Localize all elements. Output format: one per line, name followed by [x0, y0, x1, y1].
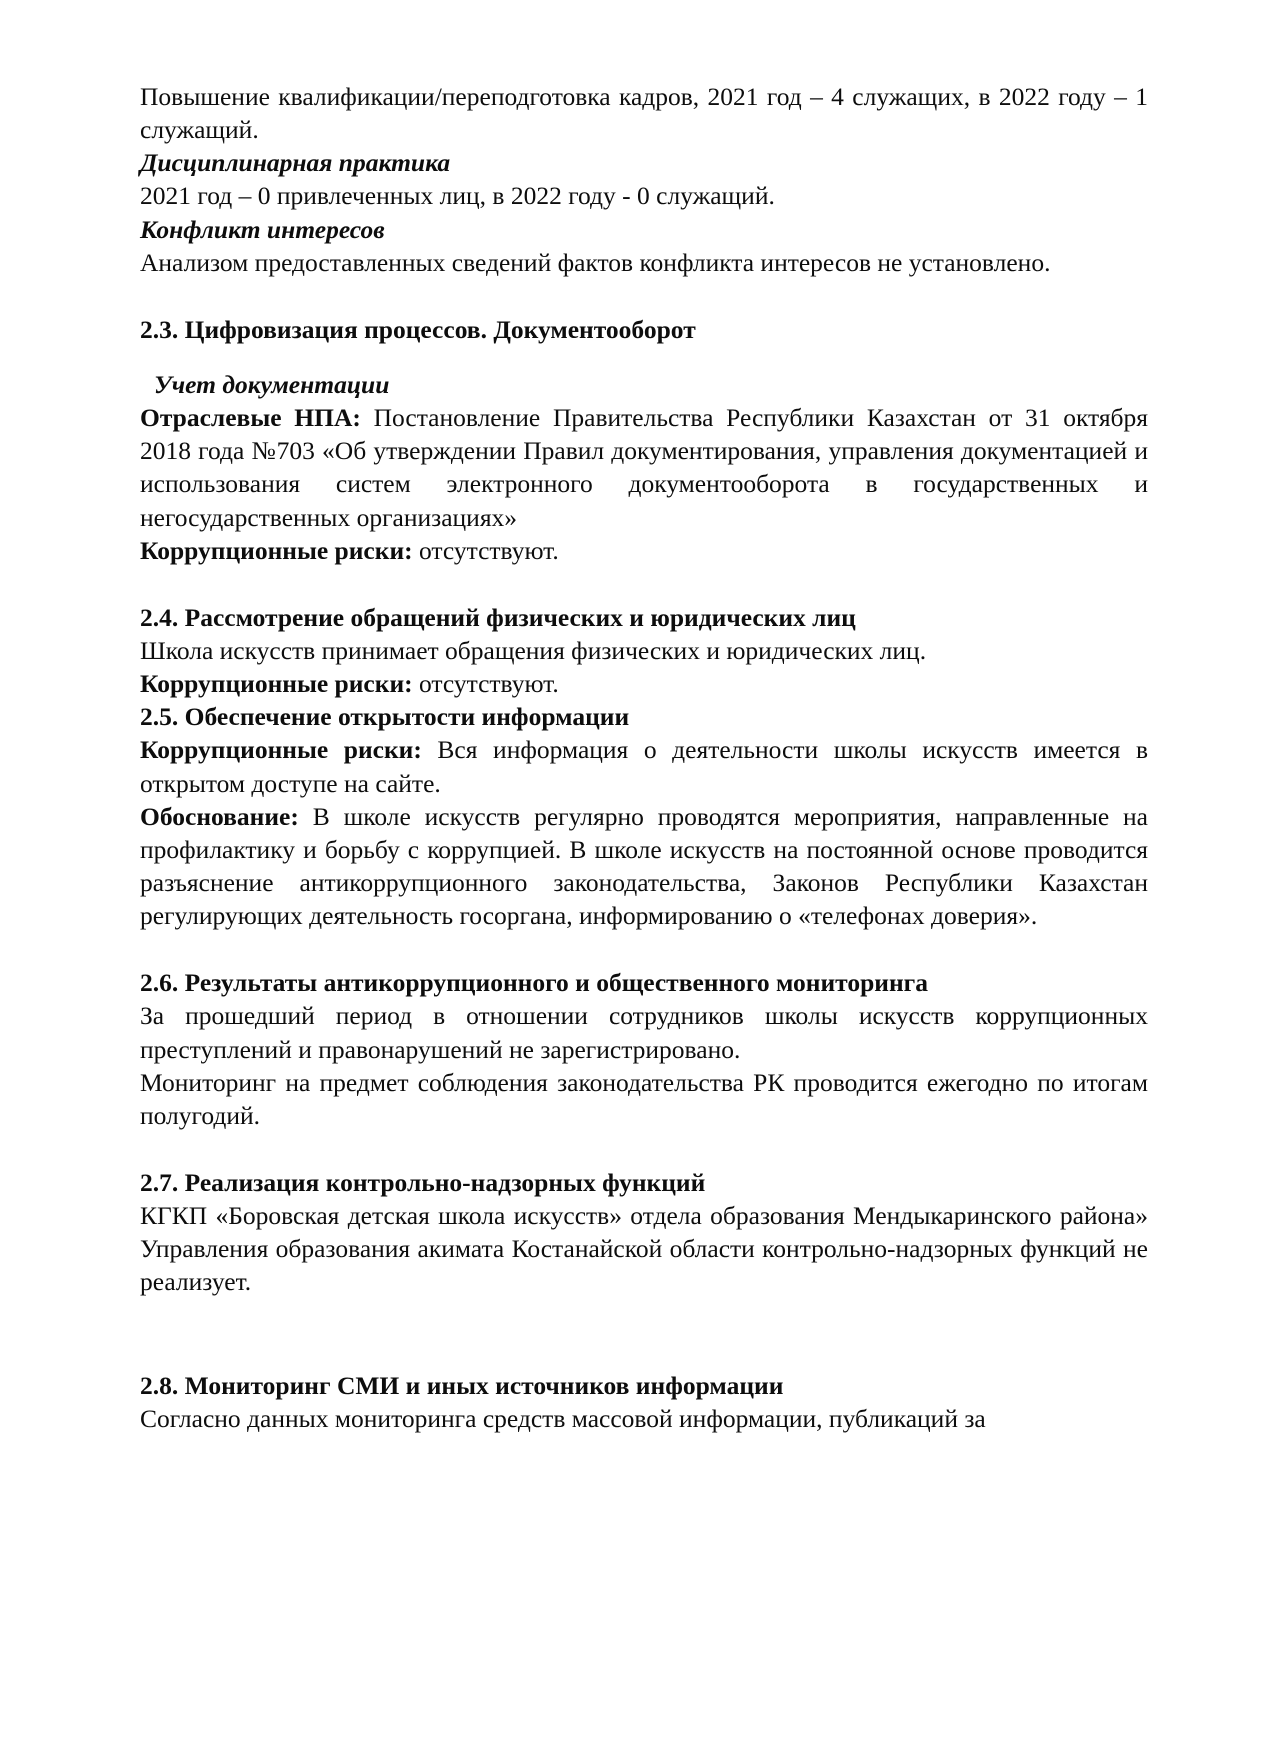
- spacer: [140, 279, 1148, 313]
- paragraph-corruption-risks-2-5: [140, 733, 1148, 799]
- paragraph-qualification: Повышение квалификации/переподготовка кадров, 2021 год – 4 служащих, в 2022 году – 1 служащий.: [140, 82, 1148, 145]
- spacer: [140, 567, 1148, 601]
- paragraph-appeals: Школа искусств принимает обращения физических и юридических лиц.: [140, 635, 927, 665]
- paragraph-corruption-risks-2-4: [140, 667, 1148, 700]
- subheading-disciplinary-practice: Дисциплинарная практика: [140, 148, 451, 178]
- text-corruption-risks-2-4: отсутствуют.: [412, 669, 559, 699]
- section-heading-2-8: 2.8. Мониторинг СМИ и иных источников информации: [140, 1370, 784, 1400]
- label-sector-npa: Отраслевые НПА:: [140, 403, 361, 433]
- label-corruption-risks-2-5: Коррупционные риски:: [140, 735, 422, 765]
- text-corruption-risks-2-3: отсутствуют.: [412, 535, 559, 565]
- label-corruption-risks-2-4: Коррупционные риски:: [140, 669, 413, 699]
- spacer: [140, 932, 1148, 966]
- text-corruption-risks-2-5: Вся информация о деятельности школы искусств имеется в открытом доступе на сайте.: [140, 735, 1148, 798]
- paragraph-justification: [140, 800, 1148, 933]
- paragraph-control-functions: КГКП «Боровская детская школа искусств» отдела образования Мендыкаринского района» Управления образования акимата Костанайской области контрольно-надзорных функций не реализует.: [140, 1201, 1148, 1297]
- spacer: [140, 346, 1148, 368]
- paragraph-monitoring-results: За прошедший период в отношении сотрудников школы искусств коррупционных преступлений и правонарушений не зарегистрировано.: [140, 1001, 1148, 1064]
- text-justification: В школе искусств регулярно проводятся мероприятия, направленные на профилактику и борьбу с коррупцией. В школе искусств на постоянной основе проводится разъяснение антикоррупционного законодательства, Законов Республики Казахстан регулирующих деятельность госоргана, информированию о «телефонах доверия».: [140, 801, 1148, 931]
- label-justification: Обоснование:: [140, 801, 299, 831]
- document-body: [140, 80, 1148, 1435]
- label-corruption-risks-2-3: Коррупционные риски:: [140, 535, 413, 565]
- section-heading-2-5: 2.5. Обеспечение открытости информации: [140, 702, 630, 732]
- spacer: [140, 1299, 1148, 1347]
- section-heading-2-6: 2.6. Результаты антикоррупционного и общественного мониторинга: [140, 968, 929, 998]
- section-heading-2-3: 2.3. Цифровизация процессов. Документооборот: [140, 314, 696, 344]
- paragraph-monitoring-schedule: Мониторинг на предмет соблюдения законодательства РК проводится ежегодно по итогам полугодий.: [140, 1067, 1148, 1130]
- paragraph-conflict-analysis: Анализом предоставленных сведений фактов конфликта интересов не установлено.: [140, 247, 1051, 277]
- paragraph-corruption-risks-2-3: [140, 534, 1148, 567]
- subheading-document-accounting: Учет документации: [154, 369, 390, 399]
- subheading-conflict-of-interest: Конфликт интересов: [140, 214, 385, 244]
- section-heading-2-4: 2.4. Рассмотрение обращений физических и юридических лиц: [140, 602, 856, 632]
- spacer: [140, 1347, 1148, 1369]
- section-heading-2-7: 2.7. Реализация контрольно-надзорных функций: [140, 1167, 706, 1197]
- paragraph-media-monitoring: Согласно данных мониторинга средств массовой информации, публикаций за: [140, 1403, 986, 1433]
- paragraph-disciplinary-stats: 2021 год – 0 привлеченных лиц, в 2022 году - 0 служащий.: [140, 181, 775, 211]
- paragraph-sector-npa: [140, 401, 1148, 534]
- spacer: [140, 1132, 1148, 1166]
- text-sector-npa: Постановление Правительства Республики Казахстан от 31 октября 2018 года №703 «Об утверждении Правил документирования, управления документацией и использования систем электронного документооборота в государственных и негосударственных организациях»: [140, 403, 1148, 532]
